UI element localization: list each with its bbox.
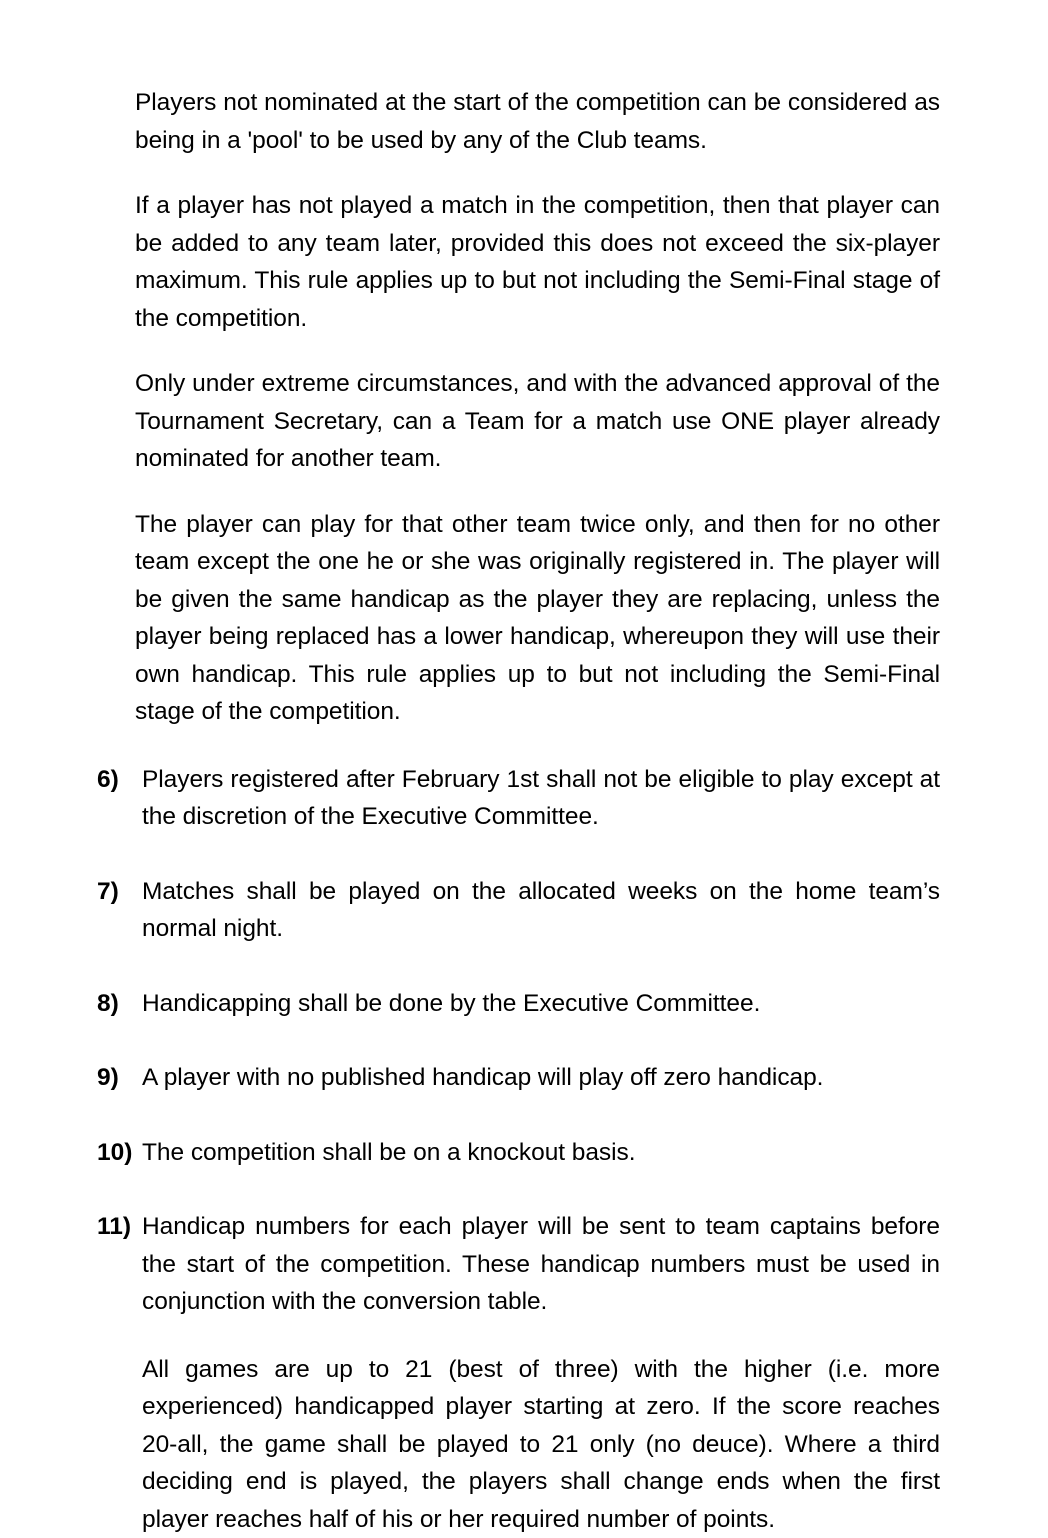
rule-text-8: Handicapping shall be done by the Executive Committee. — [142, 985, 940, 1023]
intro-paragraph-4: The player can play for that other team twice only, and then for no other team except the one he or she was originally registered in. The player will be given the same handicap as the player they are replacing, unless the player being replaced has a lower handicap, whereupon they will use their own handicap. This rule applies up to but not including the Semi-Final stage of the competition. — [135, 506, 940, 731]
rule-item-10 — [97, 1134, 940, 1172]
rule-text-10: The competition shall be on a knockout basis. — [142, 1134, 940, 1172]
rule-text-6: Players registered after February 1st shall not be eligible to play except at the discretion of the Executive Committee. — [142, 761, 940, 836]
rule-item-9 — [97, 1059, 940, 1097]
rule-item-7 — [97, 873, 940, 948]
rule-marker-11: 11) — [97, 1208, 142, 1538]
rule-marker-10: 10) — [97, 1134, 142, 1172]
rule-body-11 — [142, 1208, 940, 1538]
document-body — [97, 84, 940, 1538]
rule-marker-8: 8) — [97, 985, 142, 1023]
rule-item-8 — [97, 985, 940, 1023]
rule-subparagraph-11: All games are up to 21 (best of three) with the higher (i.e. more experienced) handicapped player starting at zero. If the score reaches 20-all, the game shall be played to 21 only (no deuce). Where a third deciding end is played, the players shall change ends when the first player reaches half of his or her required number of points. — [142, 1351, 940, 1538]
rule-marker-9: 9) — [97, 1059, 142, 1097]
rule-marker-7: 7) — [97, 873, 142, 948]
rule-text-7: Matches shall be played on the allocated weeks on the home team’s normal night. — [142, 873, 940, 948]
rule-marker-6: 6) — [97, 761, 142, 836]
rule-item-6 — [97, 761, 940, 836]
rule-text-9: A player with no published handicap will play off zero handicap. — [142, 1059, 940, 1097]
rule-text-11: Handicap numbers for each player will be sent to team captains before the start of the competition. These handicap numbers must be used in conjunction with the conversion table. — [142, 1213, 940, 1315]
intro-paragraph-2: If a player has not played a match in the competition, then that player can be added to any team later, provided this does not exceed the six-player maximum. This rule applies up to but not including the Semi-Final stage of the competition. — [135, 187, 940, 337]
intro-paragraph-1: Players not nominated at the start of the competition can be considered as being in a 'pool' to be used by any of the Club teams. — [135, 84, 940, 159]
intro-paragraph-3: Only under extreme circumstances, and with the advanced approval of the Tournament Secretary, can a Team for a match use ONE player already nominated for another team. — [135, 365, 940, 478]
rule-item-11 — [97, 1208, 940, 1538]
